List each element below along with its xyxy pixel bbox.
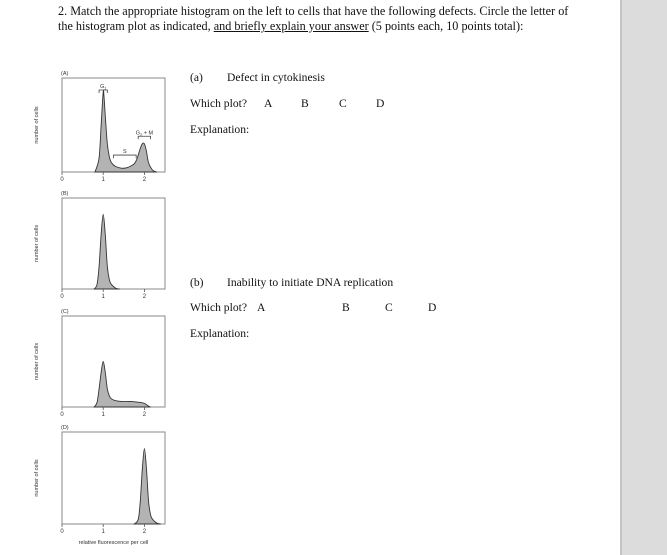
x-tick-label-a-1: 1 (101, 177, 105, 183)
x-tick-label-d-2: 2 (142, 529, 147, 535)
part-b-defect: Inability to initiate DNA replication (227, 276, 394, 289)
x-tick-label-b-0: 0 (60, 294, 64, 300)
question-line-2-suffix: (5 points each, 10 points total): (368, 19, 524, 33)
part-b-explanation-label: Explanation: (190, 327, 250, 340)
x-tick-label-c-0: 0 (60, 412, 64, 418)
x-tick-label-a-2: 2 (142, 177, 147, 183)
part-b-option-d[interactable]: D (428, 301, 437, 314)
histogram-area-b (94, 214, 120, 289)
part-b-option-c[interactable]: C (385, 301, 393, 314)
y-axis-label-a: number of cells (34, 106, 40, 144)
x-tick-label-d-0: 0 (60, 529, 64, 535)
part-a-option-c[interactable]: C (339, 97, 347, 110)
panel-label-d: (D) (61, 425, 69, 431)
question-line-2-prefix: the histogram plot as indicated, (58, 19, 214, 33)
part-b-option-b[interactable]: B (342, 301, 350, 314)
question-underlined-instruction: and briefly explain your answer (213, 19, 369, 33)
part-a-which-plot: Which plot? (190, 97, 247, 110)
part-a-option-d[interactable]: D (376, 97, 385, 110)
part-a-option-a[interactable]: A (264, 97, 273, 110)
part-a-explanation-label: Explanation: (190, 123, 250, 136)
y-axis-label-c: number of cells (34, 342, 40, 381)
plot-frame-c (62, 316, 165, 407)
panel-label-c: (C) (61, 309, 69, 315)
plot-frame-b (62, 198, 165, 289)
part-b-which-plot: Which plot? (190, 301, 247, 314)
part-b-label: (b) (190, 276, 204, 289)
x-tick-label-b-1: 1 (101, 294, 105, 300)
x-tick-label-b-2: 2 (142, 294, 147, 300)
scrollbar-gutter[interactable] (620, 0, 667, 555)
annotation-g2m: $G_2 + M$ (135, 130, 154, 137)
histogram-area-c (94, 362, 150, 408)
panel-label-b: (B) (61, 191, 69, 197)
question-line-1: 2. Match the appropriate histogram on the left to cells that have the following defects. Circle the letter of (58, 4, 569, 18)
y-axis-label-b: number of cells (34, 224, 40, 263)
x-tick-label-c-2: 2 (142, 412, 147, 418)
y-axis-label-d: number of cells (34, 459, 40, 497)
part-a-option-b[interactable]: B (301, 97, 309, 110)
part-b-option-a[interactable]: A (257, 301, 266, 314)
x-tick-label-c-1: 1 (101, 412, 105, 418)
annotation-g1: $G_1$ (99, 84, 107, 91)
histogram-area-d (134, 449, 161, 524)
part-a-defect: Defect in cytokinesis (227, 71, 325, 84)
bracket-s (114, 155, 137, 158)
histogram-figure (0, 0, 180, 555)
part-a-label: (a) (190, 71, 203, 84)
panel-label-a: (A) (61, 71, 69, 77)
annotation-s: S (122, 149, 127, 156)
x-tick-label-d-1: 1 (101, 529, 105, 535)
x-axis-label-d: relative fluorescence per cell (78, 540, 149, 546)
x-tick-label-a-0: 0 (60, 177, 64, 183)
